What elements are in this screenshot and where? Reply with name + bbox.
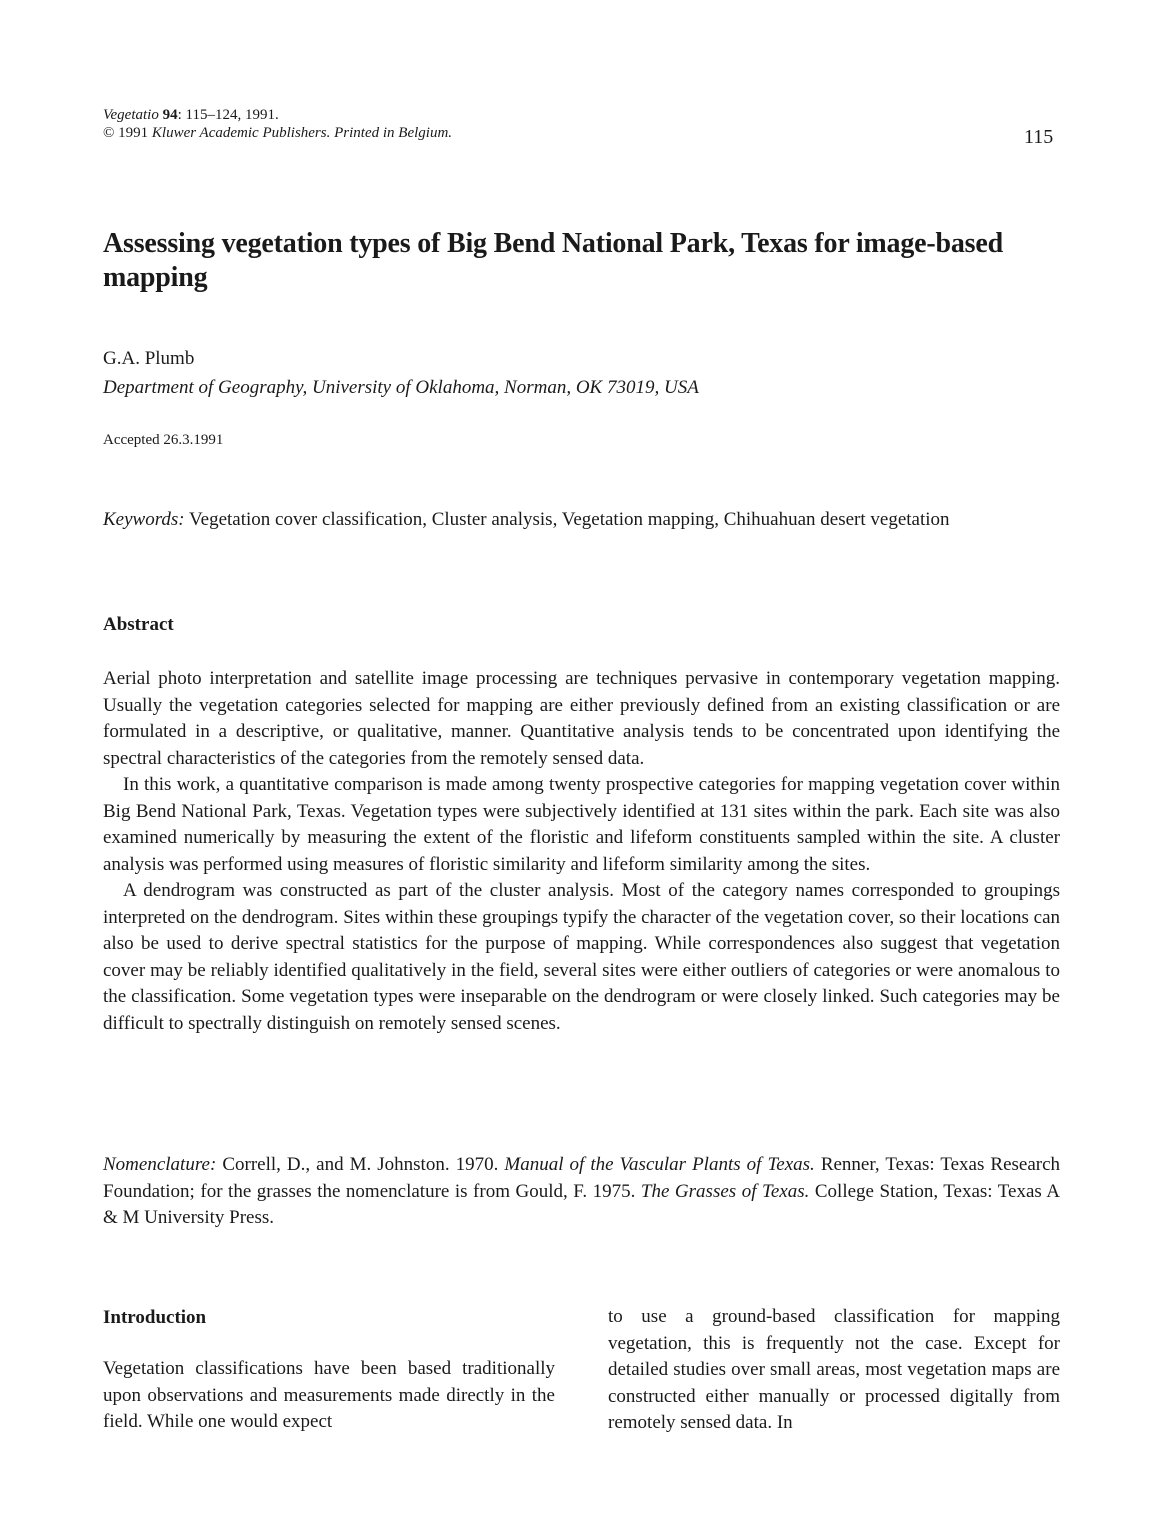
introduction-left-column: Vegetation classifications have been based traditionally upon observations and measurements made directly in the field. While one would expect (103, 1358, 555, 1432)
abstract-paragraph: In this work, a quantitative comparison is made among twenty prospective categories for mapping vegetation cover within Big Bend National Park, Texas. Vegetation types were subjectively identified at 131 sites within the park. Each site was also examined numerically by measuring the extent of the floristic and lifeform constituents sampled within the site. A cluster analysis was performed using measures of floristic similarity and lifeform similarity among the sites. (103, 774, 1060, 875)
nomenclature-label: Nomenclature: (103, 1154, 217, 1175)
journal-name: Vegetatio (103, 107, 159, 123)
nomenclature-text: Correll, D., and M. Johnston. 1970. (222, 1154, 499, 1175)
abstract-paragraph: Aerial photo interpretation and satellite image processing are techniques pervasive in contemporary vegetation mapping. Usually the vegetation categories selected for mapping are either previously defined from an existing classification or are formulated in a descriptive, or qualitative, manner. Quantitative analysis tends to be concentrated upon identifying the spectral characteristics of the categories from the remotely sensed data. (103, 668, 1060, 769)
author-affiliation: Department of Geography, University of Oklahoma, Norman, OK 73019, USA (103, 377, 699, 398)
author-name: G.A. Plumb (103, 348, 195, 369)
abstract-heading: Abstract (103, 614, 174, 635)
nomenclature-text: Renner, Texas: Texas Research Foundation; for the grasses the nomenclature is from Gould, F. 1975. (103, 1154, 1061, 1202)
copyright-year: © 1991 (103, 125, 149, 141)
journal-volume: 94 (162, 107, 178, 123)
abstract-paragraph: A dendrogram was constructed as part of the cluster analysis. Most of the category names corresponded to groupings interpreted on the dendrogram. Sites within these groupings typify the character of the vegetation cover, so their locations can also be used to derive spectral statistics for the purpose of mapping. While correspondences also suggest that vegetation cover may be reliably identified qualitatively in the field, several sites were either outliers of categories or were anomalous to the classification. Some vegetation types were inseparable on the dendrogram or were closely linked. Such categories may be difficult to spectrally distinguish on remotely sensed scenes. (103, 880, 1060, 1034)
nomenclature-text: College Station, Texas: Texas A & M University Press. (103, 1180, 1061, 1228)
keywords-text: Vegetation cover classification, Cluster analysis, Vegetation mapping, Chihuahuan desert vegetation (189, 509, 950, 530)
abstract-body (103, 666, 1060, 1037)
keywords (103, 507, 1060, 532)
page-number: 115 (1024, 126, 1054, 148)
keywords-label: Keywords: (103, 509, 185, 530)
nomenclature-book-title: Manual of the Vascular Plants of Texas. (504, 1154, 815, 1175)
accepted-date: Accepted 26.3.1991 (103, 432, 224, 448)
journal-pages-year: : 115–124, 1991. (177, 107, 279, 123)
introduction-heading: Introduction (103, 1307, 207, 1328)
publisher-name: Kluwer Academic Publishers. (151, 125, 331, 141)
printed-in: Printed in Belgium. (334, 125, 453, 141)
journal-citation (103, 106, 279, 124)
article-title: Assessing vegetation types of Big Bend National Park, Texas for image-based mapping (103, 228, 1003, 293)
copyright-line (103, 124, 452, 142)
introduction-right-column: to use a ground-based classification for mapping vegetation, this is frequently not the case. Except for detailed studies over small areas, most vegetation maps are constructed either manually or processed digitally from remotely sensed data. In (608, 1306, 1060, 1433)
nomenclature (103, 1152, 1060, 1232)
nomenclature-book-title: The Grasses of Texas. (640, 1180, 810, 1202)
